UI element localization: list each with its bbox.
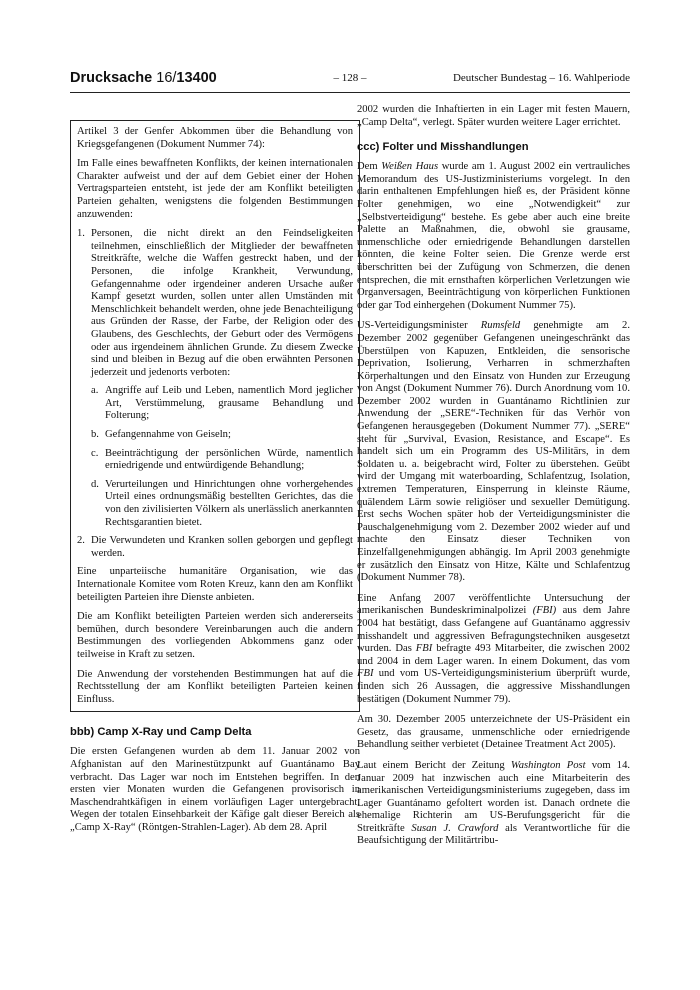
text-run: US-Verteidigungsminister [357, 320, 481, 332]
item-body [91, 228, 353, 529]
item-marker: 2. [77, 535, 85, 547]
text-run: wurde am 1. August 2002 ein vertrauliches Memorandum des US-Justizministeriums vorgelegt. In den darin enthaltenen Empfehlungen hieß es, der Präsident könne Folter genehmigen, wo eine „Notwendigkeit“ zur „Selbstverteidigung“ bestehe. Es gebe aber auch eine breite Palette an Maßnahmen, die, obwohl sie grausame, unmenschliche oder erniedrigende Behandlungen darstellen könnten, die keine Folter seien. Die Grenze werde erst überschritten bei der Zufügung von Schmerzen, die denen entsprechen, die mit ernsthaften körperlichen Verletzungen wie Organversagen, Beeinträchtigung von körperlichen Funktionen oder gar Tod einhergehen (Dokument Nummer 75). [357, 161, 630, 311]
sub-item-text: Angriffe auf Leib und Leben, namentlich Mord jeglicher Art, Verstümmelung, grausame Behandlung und Folterung; [105, 385, 353, 422]
section-heading-bbb: bbb) Camp X-Ray und Camp Delta [70, 726, 252, 739]
text-run: Laut einem Bericht der Zeitung [357, 759, 511, 771]
text-run: Am 30. Dezember 2005 unterzeichnete der US-Präsident ein Gesetz, das grausame, unmenschliche oder erniedrigende Behandlung seither verbietet (Detainee Treatment Act 2005). [357, 714, 630, 751]
text-run: Dem [357, 161, 382, 173]
box-lead: Im Falle eines bewaffneten Konflikts, der keinen internationalen Charakter aufweist und der auf dem Gebiet einer der Hohen Vertragsparteien entsteht, ist jede der am Konflikt beteiligten Parteien gehalten, wenigstens die folgenden Bestimmungen anzuwenden: [77, 158, 353, 220]
emphasis-text: Rumsfeld [480, 320, 521, 332]
paragraph-fbi [357, 593, 630, 706]
text-run: befragte 493 Mitarbeiter, die zwischen 2002 und 2004 in dem Lager waren. In einem Dokument, das vom [357, 643, 630, 667]
text-run: und vom US-Verteidigungsministerium überprüft wurde, finden sich 26 Aussagen, die aggressive Misshandlungen bestätigen (Dokument Nummer 79). [357, 668, 630, 705]
text-run: Eine Anfang 2007 veröffentlichte Untersuchung der amerikanischen Bundeskriminalpolizei [357, 592, 630, 617]
emphasis-text: (FBI) [532, 605, 557, 617]
box-paragraph-neutral-org: Eine unparteiische humanitäre Organisation, wie das Internationale Komitee vom Roten Kreuz, kann den am Konflikt beteiligten Parteien ihre Dienste anbieten. [77, 566, 353, 603]
sub-item-text: Gefangennahme von Geiseln; [105, 429, 231, 441]
item-text: Personen, die nicht direkt an den Feindseligkeiten teilnehmen, einschließlich der Mitglieder der bewaffneten Streitkräfte, welche die Waffen gestreckt haben, und der Personen, die infolge Krankheit, Verwundung, Gefangennahme oder irgendeiner anderen Ursache außer Kampf gesetzt wurden, sollen unter allen Umständen mit Menschlichkeit behandelt werden, ohne jede Benachteiligung aus Gründen der Rasse, der Farbe, der Religion oder des Glaubens, des Geschlechts, der Geburt oder des Vermögens oder aus irgendeinem ähnlichen Grunde. Zu diesem Zwecke sind und bleiben in Bezug auf die oben erwähnten Personen jederzeit und jedenorts verboten: [91, 228, 353, 378]
sub-item [91, 385, 353, 423]
parliament-term: Deutscher Bundestag – 16. Wahlperiode [452, 72, 630, 84]
page-header [70, 70, 630, 93]
page-number: – 128 – [333, 72, 367, 84]
numbered-item-2 [77, 535, 353, 560]
sub-item-text: Beeinträchtigung der persönlichen Würde, namentlich erniedrigende und entwürdigende Behandlung; [105, 447, 353, 472]
sub-item-list [91, 385, 353, 529]
continuation-paragraph: 2002 wurden die Inhaftierten in ein Lager mit festen Mauern, „Camp Delta“, verlegt. Später wurden weitere Lager errichtet. [357, 104, 630, 128]
sub-item-text: Verurteilungen und Hinrichtungen ohne vorhergehendes Urteil eines ordnungsmäßig bestellten Gerichtes, das die von den zivilisierten Völkern als unerlässlich anerkannten Rechtsgarantien bietet. [105, 478, 353, 528]
text-run: genehmigte am 2. Dezember 2002 gegenüber Gefangenen uneingeschränkt das Überstülpen von Kapuzen, Entkleiden, die sensorische Deprivation, Isolierung, Verharren in schmerzhaften Körperhaltungen und den Einsatz von Hunden zur Erzeugung von Angst (Dokument Nummer 76). Durch Anordnung vom 10. Dezember 2002 wurden in Guantánamo Richtlinien zur Anwendung der „SERE“-Techniken für das Verhör von Gefangenen herausgegeben (Dokument Nummer 77). „SERE“ steht für „Survival, Evasion, Resistance, and Escape“. Es handelt sich um ein Programm des US-Militärs, in dem Soldaten u. a. beigebracht wird, Folter zu überstehen. Geübt wird der Umgang mit waterboarding, Schlafentzug, Isolation, extremen Temperaturen, Einsperrung in kleinste Räume, quälendem Lärm sowie religiöser und sexueller Demütigung. Erst sechs Wochen später hob der Verteidigungsminister die Pauschalgenehmigung vom 2. Dezember 2002 wieder auf und machte den Einsatz dieser Techniken von Einzelfallgenehmigungen abhängig. Im April 2003 genehmigte er zusätzlich den Einsatz von Hitze, Kälte und Schlafentzug (Dokument Nummer 78). [357, 320, 630, 584]
paragraph-memorandum [357, 161, 630, 312]
sub-item-marker: d. [91, 478, 99, 490]
sub-item [91, 479, 353, 529]
box-intro: Artikel 3 der Genfer Abkommen über die Behandlung von Kriegsgefangenen (Dokument Nummer 74): [77, 126, 353, 150]
right-column [357, 104, 630, 856]
doc-number: 13400 [176, 70, 217, 86]
emphasis-text: Weißen Haus [381, 161, 439, 173]
paragraph-detainee-act [357, 714, 630, 752]
emphasis-text: Washington Post [510, 759, 586, 771]
geneva-article-box [70, 120, 360, 712]
sub-item [91, 448, 353, 473]
section-heading-ccc: ccc) Folter und Misshandlungen [357, 141, 529, 154]
item-text: Die Verwundeten und Kranken sollen geborgen und gepflegt werden. [91, 535, 353, 559]
doc-prefix: 16/ [156, 70, 177, 86]
box-paragraph-legal-status: Die Anwendung der vorstehenden Bestimmungen hat auf die Rechtsstellung der am Konflikt beteiligten Parteien keinen Einfluss. [77, 668, 353, 705]
box-paragraph-agreements: Die am Konflikt beteiligten Parteien werden sich andererseits bemühen, durch besondere Vereinbarungen auch die andern Bestimmungen des vorliegenden Abkommens ganz oder teilweise in Kraft zu setzen. [77, 611, 353, 660]
emphasis-text: FBI [357, 668, 374, 680]
doc-label: Drucksache [70, 70, 153, 86]
emphasis-text: FBI [415, 643, 433, 655]
sub-item [91, 429, 353, 442]
section-bbb-paragraph: Die ersten Gefangenen wurden ab dem 11. Januar 2002 von Afghanistan auf den Marinestützpunkt auf Guantánamo Bay verbracht. Das Lager war noch im Entstehen begriffen. In den ersten vier Monaten wurden die Gefangenen provisorisch in Maschendrahtkäfigen in einem vorläufigen Lager untergebracht. Wegen der totalen Einsehbarkeit der Käfige galt dieser Bereich als „Camp X-Ray“ (Röntgen-Strahlen-Lager). Ab dem 28. April [70, 746, 360, 833]
paragraph-washington-post [357, 760, 630, 848]
sub-item-marker: a. [91, 385, 99, 397]
sub-item-marker: c. [91, 447, 99, 459]
emphasis-text: Susan J. Crawford [411, 822, 499, 834]
text-run: als Verantwortliche für die Beaufsichtigung der Militärtribu- [357, 822, 630, 847]
text-run: vom 14. Januar 2009 hat inzwischen auch eine Mitarbeiterin des amerikanischen Verteidigungsministeriums zugegeben, dass im Lager Guantánamo gefoltert worden ist. Danach ordnete die ehemalige Richterin am US-Berufungsgericht für die Streitkräfte [357, 759, 631, 834]
sub-item-marker: b. [91, 429, 99, 441]
paragraph-rumsfeld [357, 320, 630, 584]
left-column [70, 110, 360, 843]
item-marker: 1. [77, 228, 85, 240]
text-run: aus dem Jahre 2004 hat bestätigt, dass Gefangene auf Guantánamo aggressiv misshandelt und aggressiven Befragungstechniken ausgesetzt wurden. Das [357, 605, 630, 655]
numbered-item-1 [77, 228, 353, 529]
